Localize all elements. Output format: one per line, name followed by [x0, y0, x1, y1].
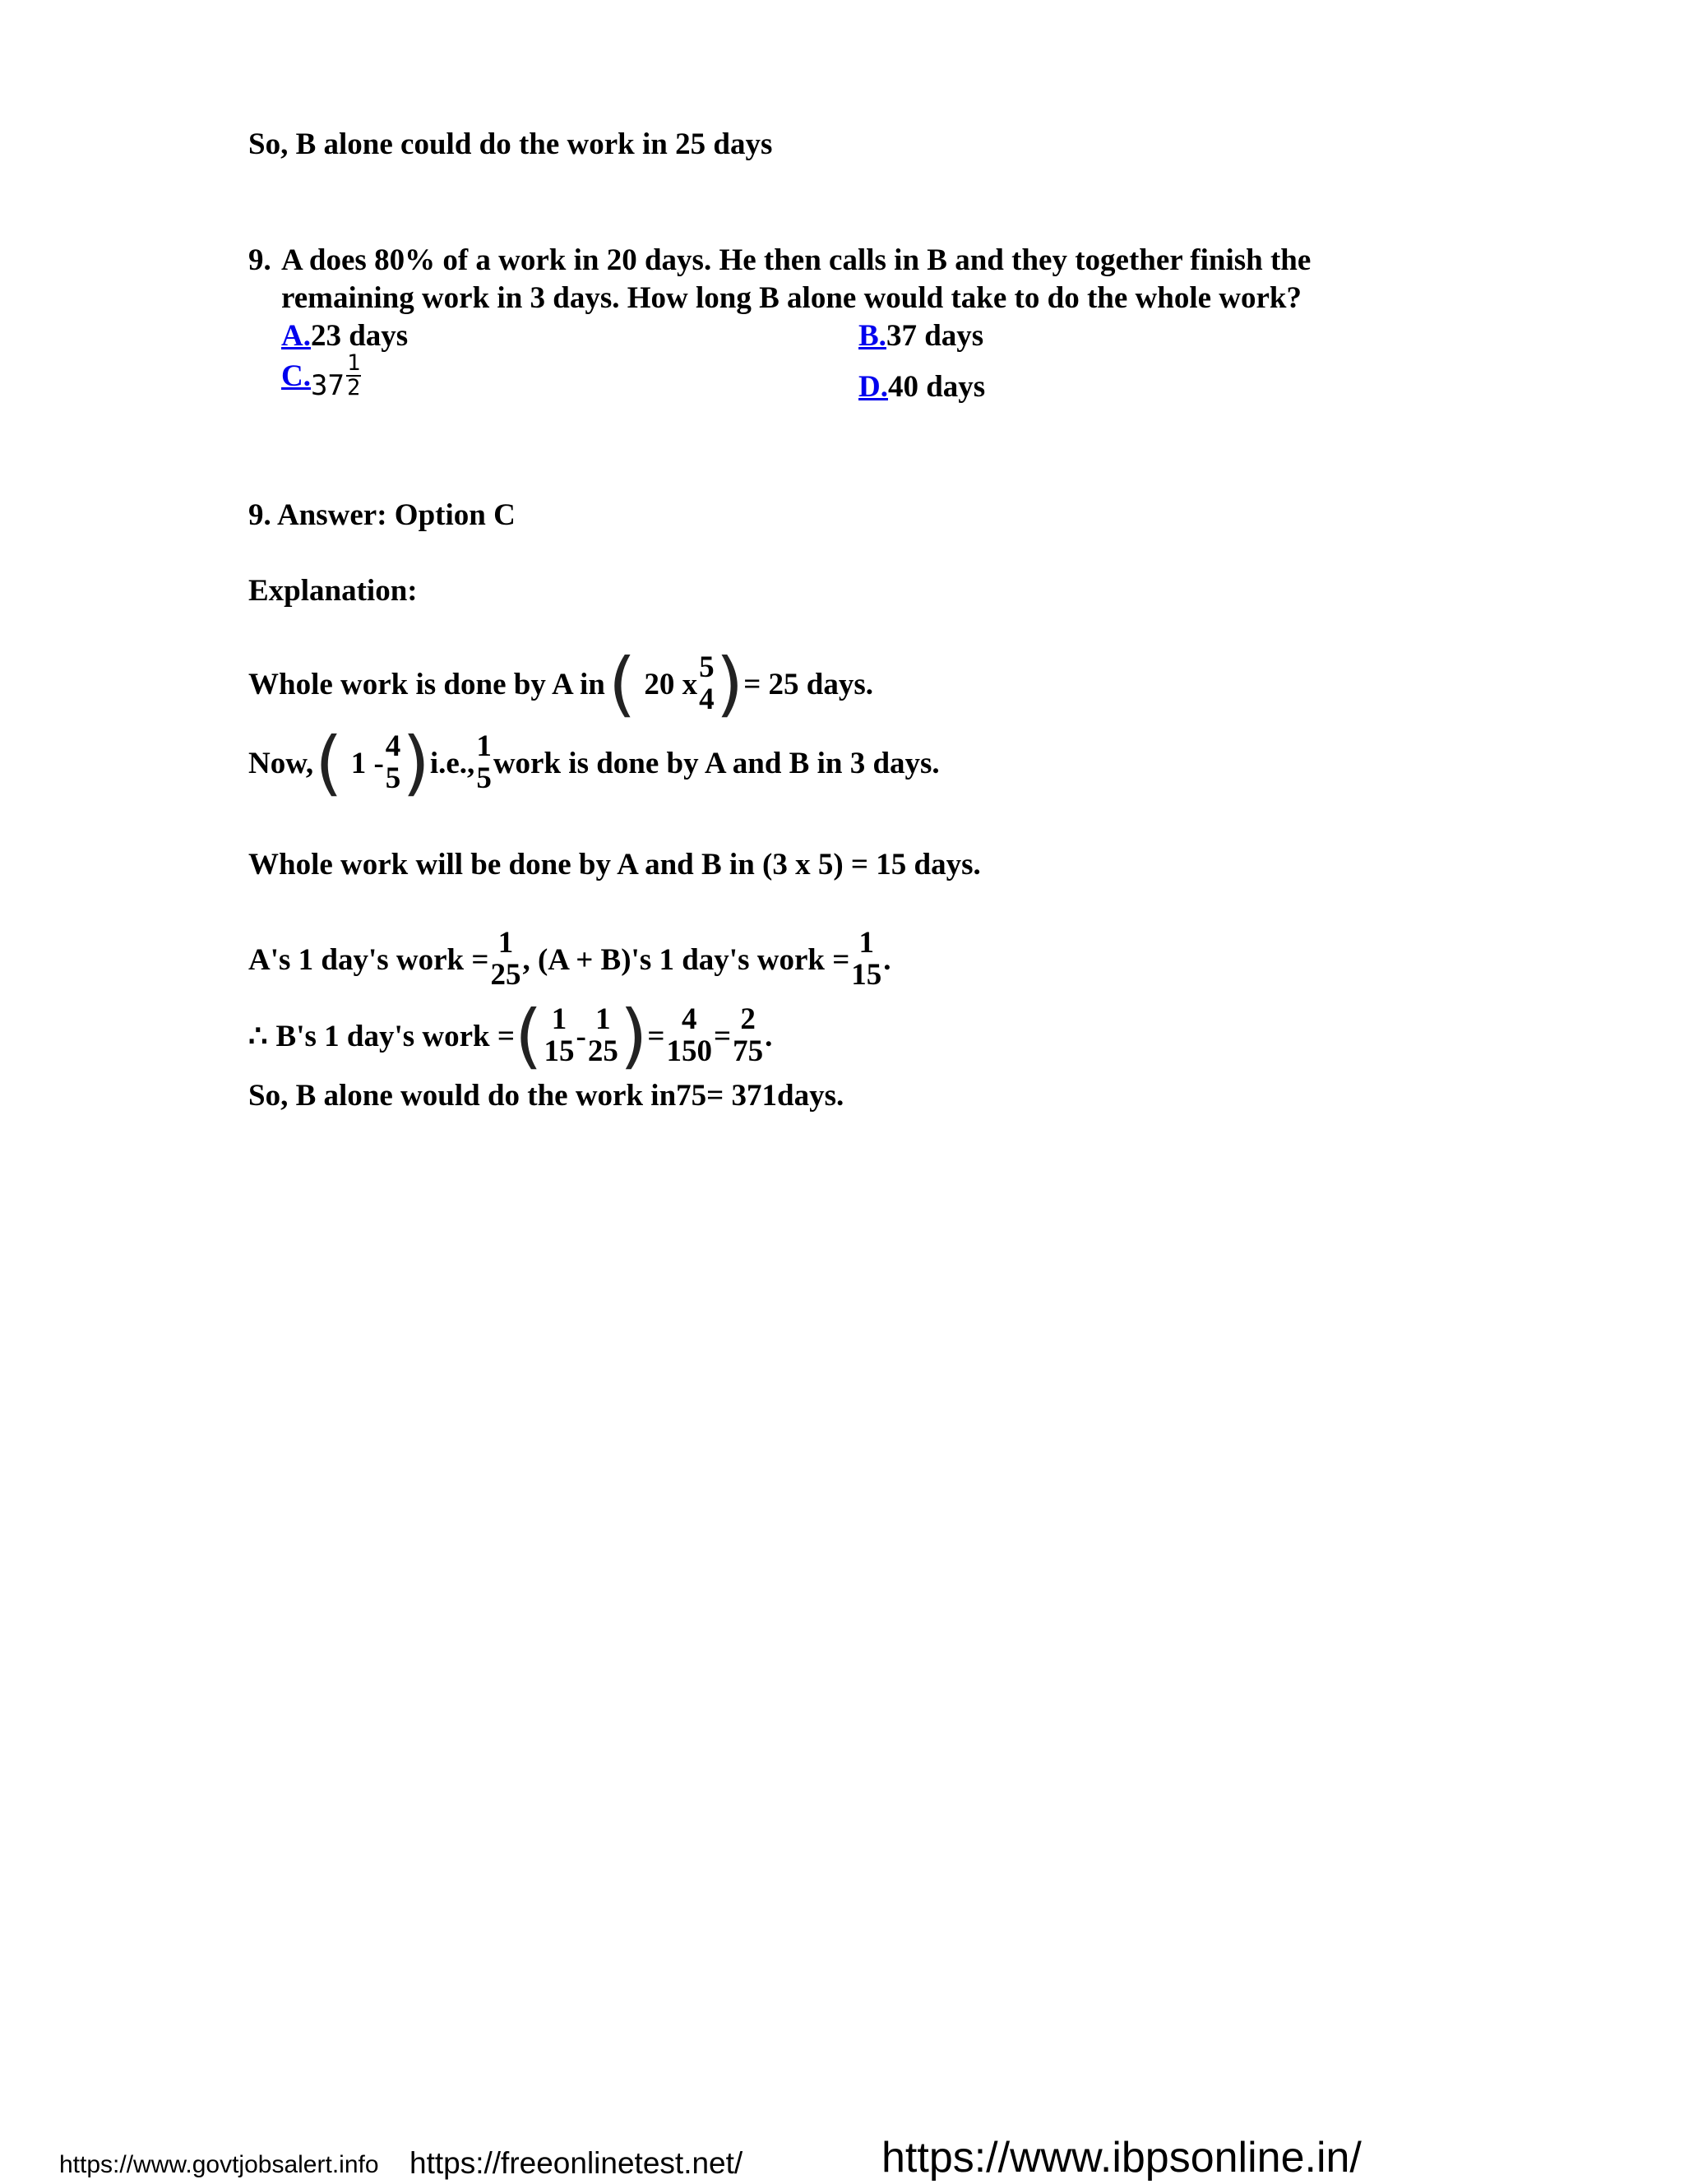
option-c-whole: 37: [310, 368, 345, 402]
explanation-line-2: [248, 722, 940, 804]
denominator: 15: [544, 1034, 575, 1068]
line2-ie: i.e.,: [429, 746, 475, 780]
footer-link-freeonlinetest[interactable]: https://freeonlinetest.net/: [409, 2146, 743, 2180]
line2-inner: 1 -: [350, 746, 384, 780]
therefore-symbol: ∴: [248, 1019, 268, 1053]
explanation-line-3: Whole work will be done by A and B in (3 x 5) = 15 days.: [248, 848, 981, 881]
option-d-text: 40 days: [887, 370, 986, 404]
line4-suffix: .: [883, 942, 891, 977]
denominator: 4: [699, 682, 715, 716]
open-paren: (: [608, 643, 636, 725]
line4-prefix: A's 1 day's work =: [248, 942, 489, 977]
line1-fraction: [699, 652, 715, 716]
denominator: 75: [733, 1034, 764, 1068]
line1-suffix: = 25 days.: [743, 667, 874, 701]
line5-suffix: .: [765, 1019, 773, 1053]
question-number: 9.: [248, 243, 271, 277]
option-d: [858, 372, 985, 402]
line4-fraction-1: [490, 928, 520, 992]
line4-fraction-2: [851, 928, 881, 992]
equals-sign: =: [714, 1019, 732, 1053]
line1-inner: 20 x: [644, 667, 698, 701]
option-b-text: 37 days: [886, 319, 984, 353]
denominator: 15: [851, 958, 882, 992]
denominator: 25: [587, 1034, 618, 1068]
numerator: 5: [699, 650, 715, 685]
line2-prefix: Now,: [248, 746, 314, 780]
line2-fraction: [386, 731, 401, 795]
line5-fraction-2: [588, 1004, 618, 1068]
line2-fraction-2: [476, 731, 492, 795]
minus-sign: -: [576, 1019, 586, 1053]
denominator: 150: [666, 1034, 713, 1068]
option-c-fraction: [346, 352, 361, 400]
equals-sign: =: [647, 1019, 665, 1053]
option-c-link[interactable]: C.: [281, 359, 311, 393]
option-d-link[interactable]: D.: [858, 370, 888, 404]
numerator: 4: [682, 1002, 697, 1037]
numerator: 4: [385, 729, 401, 764]
explanation-label: Explanation:: [248, 574, 418, 608]
option-b-link[interactable]: B.: [858, 319, 886, 353]
line1-prefix: Whole work is done by A in: [248, 667, 605, 701]
line4-middle: , (A + B)'s 1 day's work =: [522, 942, 850, 977]
explanation-line-4: [248, 923, 891, 997]
footer-link-govtjobsalert[interactable]: https://www.govtjobsalert.info: [59, 2153, 379, 2177]
explanation-line-6: So, B alone would do the work in75= 371days.: [248, 1079, 844, 1113]
option-c-denominator: 2: [346, 375, 361, 401]
question-text-line-2: remaining work in 3 days. How long B alone would take to do the whole work?: [281, 281, 1302, 315]
footer-link-ibpsonline[interactable]: https://www.ibpsonline.in/: [881, 2134, 1362, 2182]
line2-suffix: work is done by A and B in 3 days.: [493, 746, 940, 780]
close-paren: ): [402, 722, 430, 804]
option-a-text: 23 days: [310, 319, 409, 353]
line5-prefix: B's 1 day's work =: [275, 1019, 515, 1053]
explanation-line-1: [248, 643, 873, 725]
answer-label: 9. Answer: Option C: [248, 498, 516, 532]
open-paren: (: [514, 995, 543, 1077]
explanation-line-5: [248, 997, 772, 1076]
numerator: 1: [476, 729, 492, 764]
line5-fraction-3: [667, 1004, 713, 1068]
denominator: 25: [490, 958, 521, 992]
numerator: 1: [858, 926, 875, 960]
previous-conclusion: So, B alone could do the work in 25 days: [248, 127, 773, 161]
close-paren: ): [619, 995, 648, 1077]
close-paren: ): [715, 643, 744, 725]
denominator: 5: [476, 761, 492, 795]
option-a: [281, 321, 408, 351]
line5-fraction-1: [544, 1004, 575, 1068]
numerator: 1: [551, 1002, 567, 1037]
option-a-link[interactable]: A.: [281, 319, 311, 353]
option-c: [281, 352, 363, 400]
option-c-numerator: 1: [346, 350, 361, 376]
option-b: [858, 321, 983, 351]
line5-fraction-4: [733, 1004, 763, 1068]
numerator: 2: [740, 1002, 756, 1037]
denominator: 5: [385, 761, 401, 795]
question-text-line-1: A does 80% of a work in 20 days. He then calls in B and they together finish the: [281, 243, 1312, 277]
numerator: 1: [497, 926, 514, 960]
open-paren: (: [315, 722, 343, 804]
numerator: 1: [595, 1002, 611, 1037]
